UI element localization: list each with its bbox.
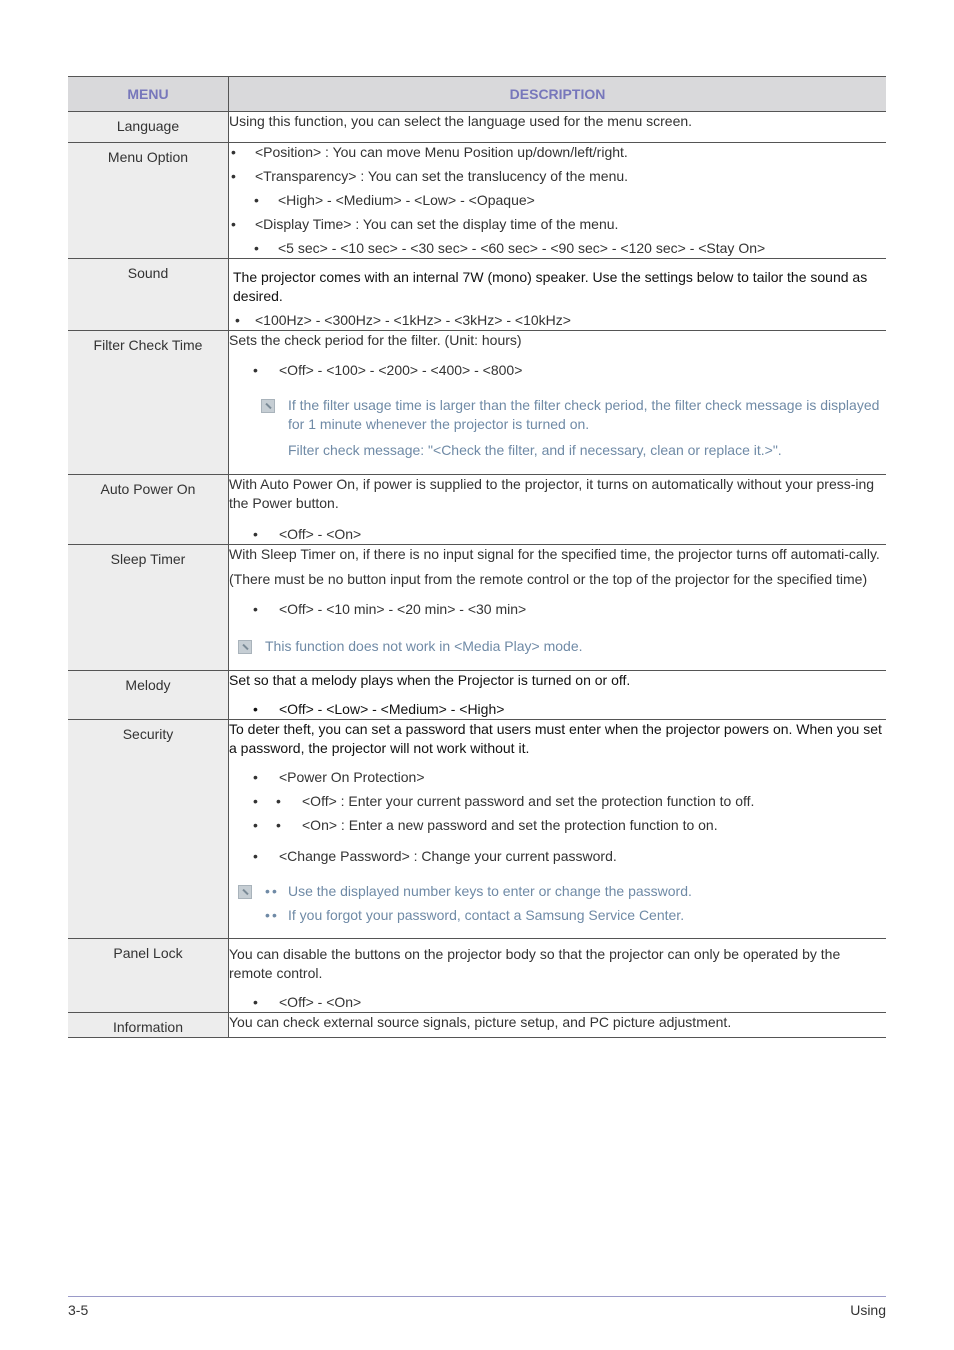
row-information	[68, 1013, 886, 1038]
filter-note-1: If the filter usage time is larger than the filter check period, the filter check message is displayed for 1 minute whenever the projector is turned on.	[288, 397, 880, 432]
row-melody	[68, 671, 886, 720]
menu-table	[68, 76, 886, 1038]
list-item: • <Off> - <On>	[229, 525, 886, 544]
page-number: 3-5	[68, 1302, 89, 1318]
filter-note-2: Filter check message: "<Check the filter, and if necessary, clean or replace it.>".	[288, 442, 782, 458]
row-sound	[68, 259, 886, 331]
row-auto-power-on	[68, 475, 886, 545]
menu-name-information: Information	[68, 1013, 229, 1038]
security-note-2: If you forgot your password, contact a Samsung Service Center.	[288, 907, 685, 923]
desc-filter-check-time	[229, 331, 887, 475]
list-item: • <Display Time> : You can set the display time of the menu.	[229, 215, 886, 234]
row-panel-lock	[68, 939, 886, 1013]
sleep-text-1: With Sleep Timer on, if there is no input signal for the specified time, the projector turns off automati-cally.	[229, 546, 880, 562]
list-item: • • <Off> : Enter your current password and set the protection function to off.	[229, 792, 886, 811]
desc-menu-option	[229, 143, 887, 259]
security-text: To deter theft, you can set a password that users must enter when the projector powers on. When you set a password, the projector will not work without it.	[229, 721, 882, 756]
list-item: • <Change Password> : Change your current password.	[229, 847, 886, 866]
information-text: You can check external source signals, picture setup, and PC picture adjustment.	[229, 1014, 732, 1030]
note-icon	[238, 640, 252, 654]
note	[229, 637, 886, 656]
desc-security	[229, 720, 887, 939]
footer-divider	[68, 1296, 886, 1297]
row-filter-check-time	[68, 331, 886, 475]
list-item: • <Transparency> : You can set the translucency of the menu.	[229, 167, 886, 186]
melody-text: Set so that a melody plays when the Projector is turned on or off.	[229, 672, 631, 688]
sound-text: The projector comes with an internal 7W (mono) speaker. Use the settings below to tailor the sound as desired.	[233, 269, 868, 304]
menu-name-melody: Melody	[68, 671, 229, 720]
header-menu: MENU	[68, 77, 229, 112]
note: • • Use the displayed number keys to enter or change the password.	[229, 882, 886, 901]
menu-name-auto-power-on: Auto Power On	[68, 475, 229, 545]
note-icon	[261, 399, 275, 413]
desc-language	[229, 112, 887, 143]
menu-name-language: Language	[68, 112, 229, 143]
menu-name-filter-check-time: Filter Check Time	[68, 331, 229, 475]
list-item: • <5 sec> - <10 sec> - <30 sec> - <60 sec> - <90 sec> - <120 sec> - <Stay On>	[229, 239, 886, 258]
row-sleep-timer	[68, 545, 886, 671]
note-icon	[238, 885, 252, 899]
note	[229, 396, 886, 434]
language-text: Using this function, you can select the language used for the menu screen.	[229, 113, 693, 129]
auto-power-text: With Auto Power On, if power is supplied to the projector, it turns on automatically without your press-ing the Power button.	[229, 476, 875, 511]
row-menu-option	[68, 143, 886, 259]
filter-text: Sets the check period for the filter. (Unit: hours)	[229, 332, 522, 348]
desc-information	[229, 1013, 887, 1038]
menu-name-panel-lock: Panel Lock	[68, 939, 229, 1013]
list-item: • <High> - <Medium> - <Low> - <Opaque>	[229, 191, 886, 210]
desc-sound	[229, 259, 887, 331]
row-security	[68, 720, 886, 939]
sleep-text-2: (There must be no button input from the remote control or the top of the projector for the specified time)	[229, 571, 868, 587]
menu-name-security: Security	[68, 720, 229, 939]
list-item: • <Off> - <Low> - <Medium> - <High>	[229, 700, 886, 719]
section-name: Using	[850, 1302, 886, 1318]
menu-name-menu-option: Menu Option	[68, 143, 229, 259]
menu-name-sleep-timer: Sleep Timer	[68, 545, 229, 671]
sleep-note: This function does not work in <Media Play> mode.	[265, 638, 583, 654]
header-description: DESCRIPTION	[229, 77, 887, 112]
list-item: • <Position> : You can move Menu Position up/down/left/right.	[229, 143, 886, 162]
desc-panel-lock	[229, 939, 887, 1013]
list-item: • <Power On Protection>	[229, 768, 886, 787]
row-language	[68, 112, 886, 143]
header-row	[68, 77, 886, 112]
desc-sleep-timer	[229, 545, 887, 671]
list-item: • • <On> : Enter a new password and set the protection function to on.	[229, 816, 886, 835]
list-item: • <Off> - <100> - <200> - <400> - <800>	[229, 361, 886, 380]
panel-lock-text: You can disable the buttons on the projector body so that the projector can only be operated by the remote control.	[229, 946, 841, 981]
desc-melody	[229, 671, 887, 720]
note: • • If you forgot your password, contact a Samsung Service Center.	[229, 906, 886, 925]
menu-name-sound: Sound	[68, 259, 229, 331]
desc-auto-power-on	[229, 475, 887, 545]
list-item: • <Off> - <On>	[229, 993, 886, 1012]
list-item: • <Off> - <10 min> - <20 min> - <30 min>	[229, 600, 886, 619]
security-note-1: Use the displayed number keys to enter or change the password.	[288, 883, 692, 899]
list-item: • <100Hz> - <300Hz> - <1kHz> - <3kHz> - <10kHz>	[233, 311, 886, 330]
